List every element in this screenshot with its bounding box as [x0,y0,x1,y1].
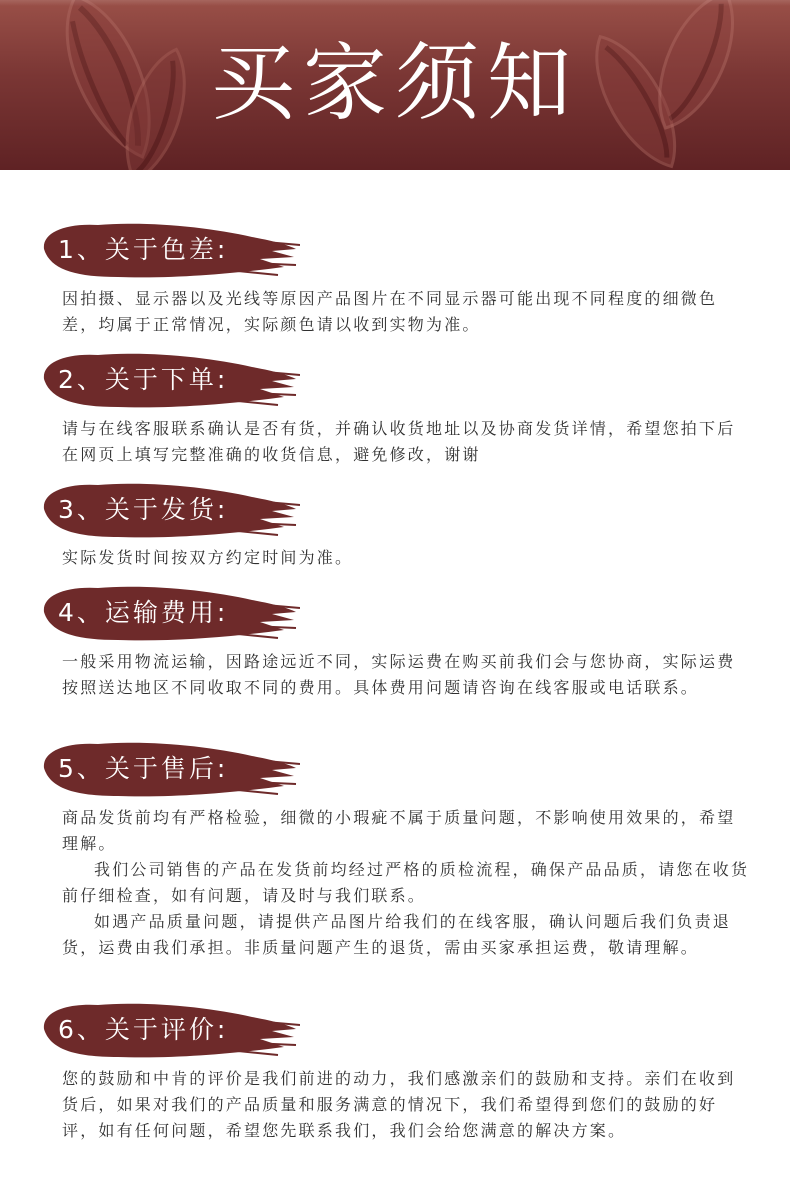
paragraph: 商品发货前均有严格检验，细微的小瑕疵不属于质量问题，不影响使用效果的，希望理解。 [62,808,736,853]
section-heading-label: 4、运输费用: [58,598,229,627]
paragraph: 如遇产品质量问题，请提供产品图片给我们的在线客服，确认问题后我们负责退货，运费由我们承担。非质量问题产生的退货，需由买家承担运费，敬请理解。 [62,912,732,957]
paragraph: 一般采用物流运输，因路途远近不同，实际运费在购买前我们会与您协商，实际运费按照送达地区不同收取不同的费用。具体费用问题请咨询在线客服或电话联系。 [62,652,736,697]
section-heading-color-difference [38,215,300,285]
section-body [62,545,752,571]
section-heading-reviews [38,995,300,1065]
section-heading-label: 2、关于下单: [58,365,229,394]
section-body [62,1066,752,1144]
section-body [62,286,752,338]
section-heading-shipping [38,475,300,545]
section-body [62,805,752,961]
paragraph: 因拍摄、显示器以及光线等原因产品图片在不同显示器可能出现不同程度的细微色差，均属于正常情况，实际颜色请以收到实物为准。 [62,289,718,334]
section-body [62,649,752,701]
header-banner [0,0,790,170]
section-body [62,416,752,468]
section-heading-label: 5、关于售后: [58,754,229,783]
section-heading-after-sales [38,734,300,804]
paragraph: 我们公司销售的产品在发货前均经过严格的质检流程，确保产品品质，请您在收货前仔细检查，如有问题，请及时与我们联系。 [62,860,750,905]
section-heading-label: 1、关于色差: [58,235,229,264]
paragraph: 您的鼓励和中肯的评价是我们前进的动力，我们感激亲们的鼓励和支持。亲们在收到货后，如果对我们的产品质量和服务满意的情况下，我们希望得到您们的鼓励的好评，如有任何问题，希望您先联系我们，我们会给您满意的解决方案。 [62,1069,736,1140]
section-heading-freight [38,578,300,648]
paragraph: 实际发货时间按双方约定时间为准。 [62,548,354,567]
paragraph: 请与在线客服联系确认是否有货，并确认收货地址以及协商发货详情，希望您拍下后在网页上填写完整准确的收货信息，避免修改，谢谢 [62,419,736,464]
section-heading-ordering [38,345,300,415]
page-title: 买家须知 [210,34,579,132]
section-heading-label: 6、关于评价: [58,1015,229,1044]
section-heading-label: 3、关于发货: [58,495,229,524]
